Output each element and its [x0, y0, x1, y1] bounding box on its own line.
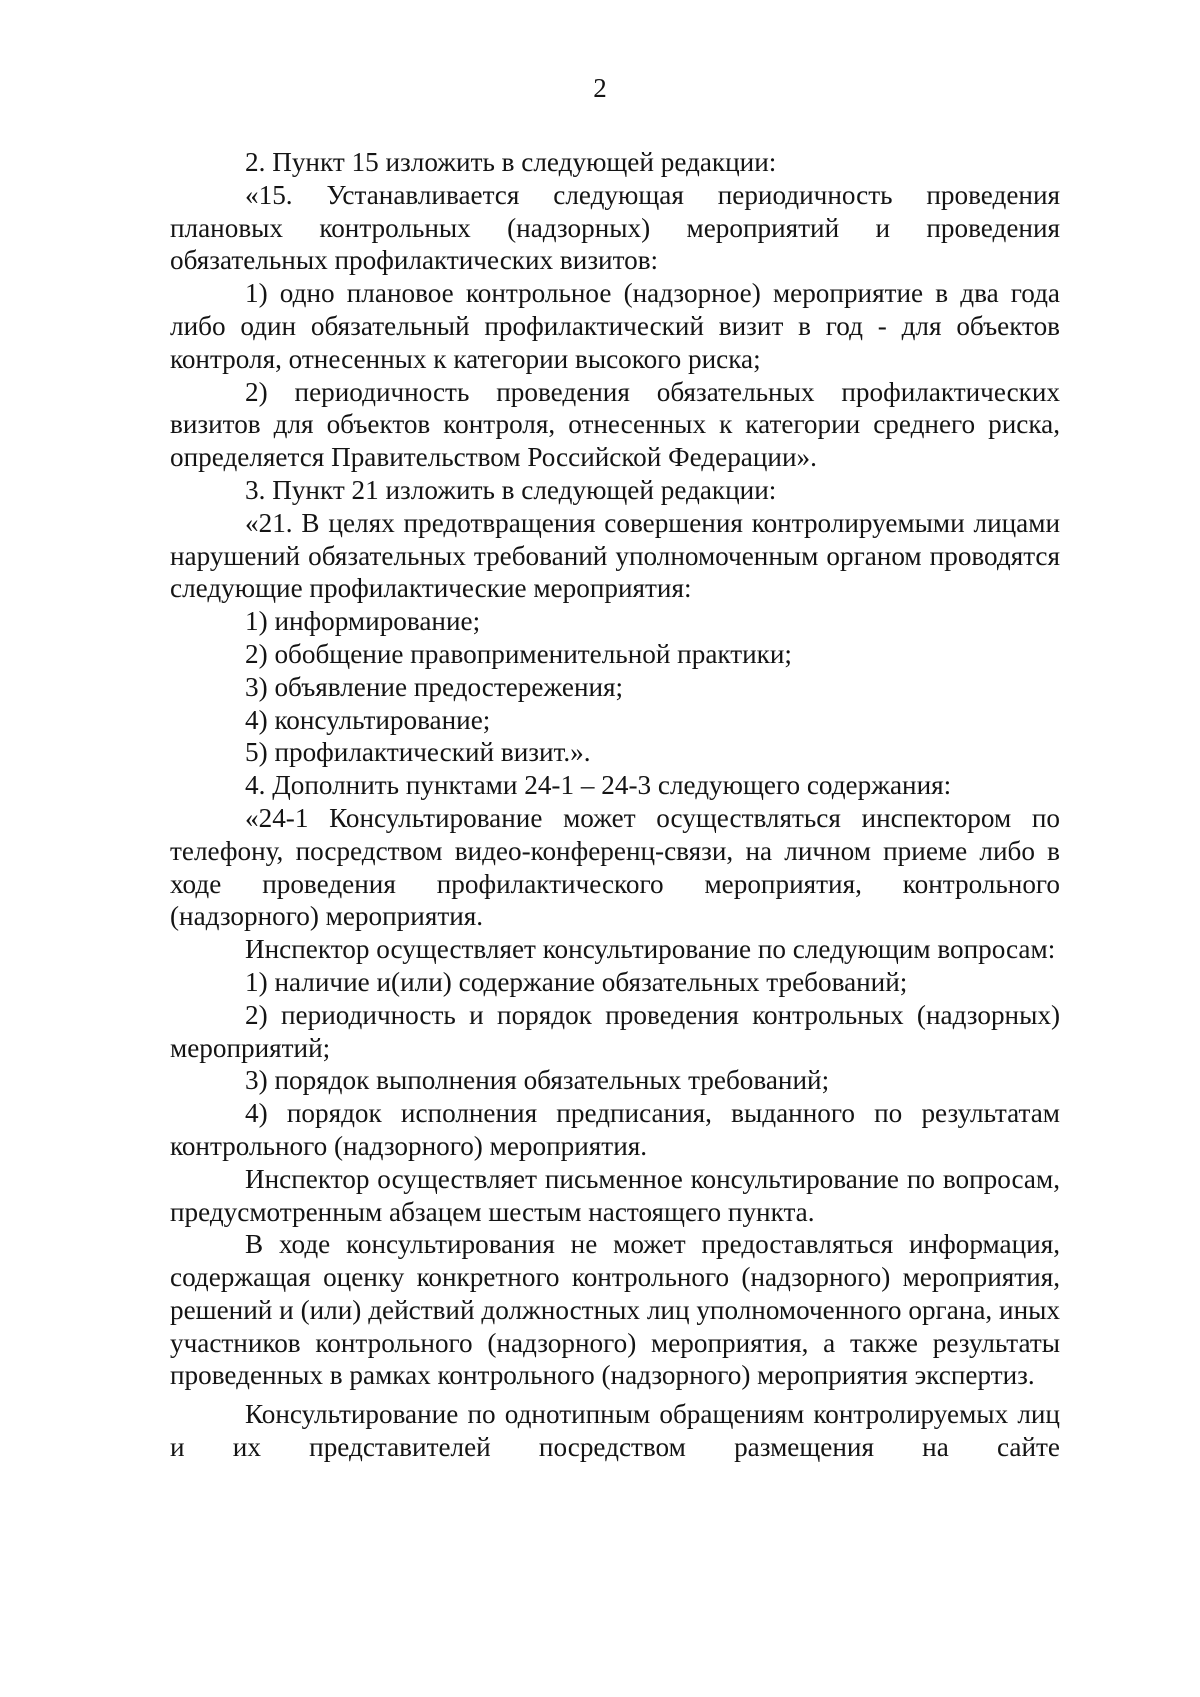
- paragraph-clause-21: «21. В целях предотвращения совершения контролируемыми лицами нарушений обязательных требований уполномоченным органом проводятся следующие профилактические мероприятия:: [170, 507, 1060, 604]
- paragraph-amendment-4: 4. Дополнить пунктами 24-1 – 24-3 следующего содержания:: [245, 770, 952, 801]
- paragraph-clause-15-item-1: 1) одно плановое контрольное (надзорное) мероприятие в два года либо один обязательный профилактический визит в год - для объектов контроля, отнесенных к категории высокого риска;: [170, 278, 1060, 374]
- paragraph-inspector-consulting: Инспектор осуществляет консультирование по следующим вопросам:: [245, 934, 1056, 965]
- paragraph-consulting-restrictions: В ходе консультирования не может предоставляться информация, содержащая оценку конкретного контрольного (надзорного) мероприятия, решений и (или) действий должностных лиц уполномоченного органа, иных участников контрольного (надзорного) мероприятия, а также результаты проведенных в рамках контрольного (надзорного) мероприятия экспертиз.: [170, 1229, 1060, 1391]
- list-item-informing: 1) информирование;: [245, 606, 481, 637]
- list-item-consulting: 4) консультирование;: [245, 704, 491, 735]
- document-body: [170, 146, 1060, 1464]
- paragraph-clause-15: «15. Устанавливается следующая периодичность проведения плановых контрольных (надзорных) мероприятий и проведения обязательных профилактических визитов:: [170, 179, 1060, 276]
- list-item-periodicity: 2) периодичность и порядок проведения контрольных (надзорных) мероприятий;: [170, 999, 1060, 1063]
- list-item-warning: 3) объявление предостережения;: [245, 671, 624, 702]
- paragraph-clause-24-1: «24-1 Консультирование может осуществляться инспектором по телефону, посредством видео-конференц-связи, на личном приеме либо в ходе проведения профилактического мероприятия, контрольного (надзорного) мероприятия.: [170, 802, 1060, 932]
- paragraph-clause-15-item-2: 2) периодичность проведения обязательных профилактических визитов для объектов контроля, отнесенных к категории среднего риска, определяется Правительством Российской Федерации».: [170, 376, 1060, 473]
- page-number: 2: [593, 73, 607, 103]
- paragraph-amendment-2: 2. Пункт 15 изложить в следующей редакции:: [245, 147, 777, 177]
- list-item-requirements: 1) наличие и(или) содержание обязательных требований;: [245, 966, 908, 997]
- list-item-preventive-visit: 5) профилактический визит.».: [245, 737, 591, 768]
- list-item-fulfillment: 3) порядок выполнения обязательных требований;: [245, 1065, 830, 1096]
- paragraph-amendment-3: 3. Пункт 21 изложить в следующей редакции:: [245, 474, 777, 505]
- list-item-order-execution: 4) порядок исполнения предписания, выданного по результатам контрольного (надзорного) мероприятия.: [170, 1098, 1060, 1161]
- paragraph-written-consulting: Инспектор осуществляет письменное консультирование по вопросам, предусмотренным абзацем шестым настоящего пункта.: [170, 1163, 1060, 1227]
- paragraph-same-type-requests: Консультирование по однотипным обращениям контролируемых лиц и их представителей посредством размещения на сайте: [170, 1399, 1060, 1463]
- list-item-generalization: 2) обобщение правоприменительной практики;: [245, 638, 792, 669]
